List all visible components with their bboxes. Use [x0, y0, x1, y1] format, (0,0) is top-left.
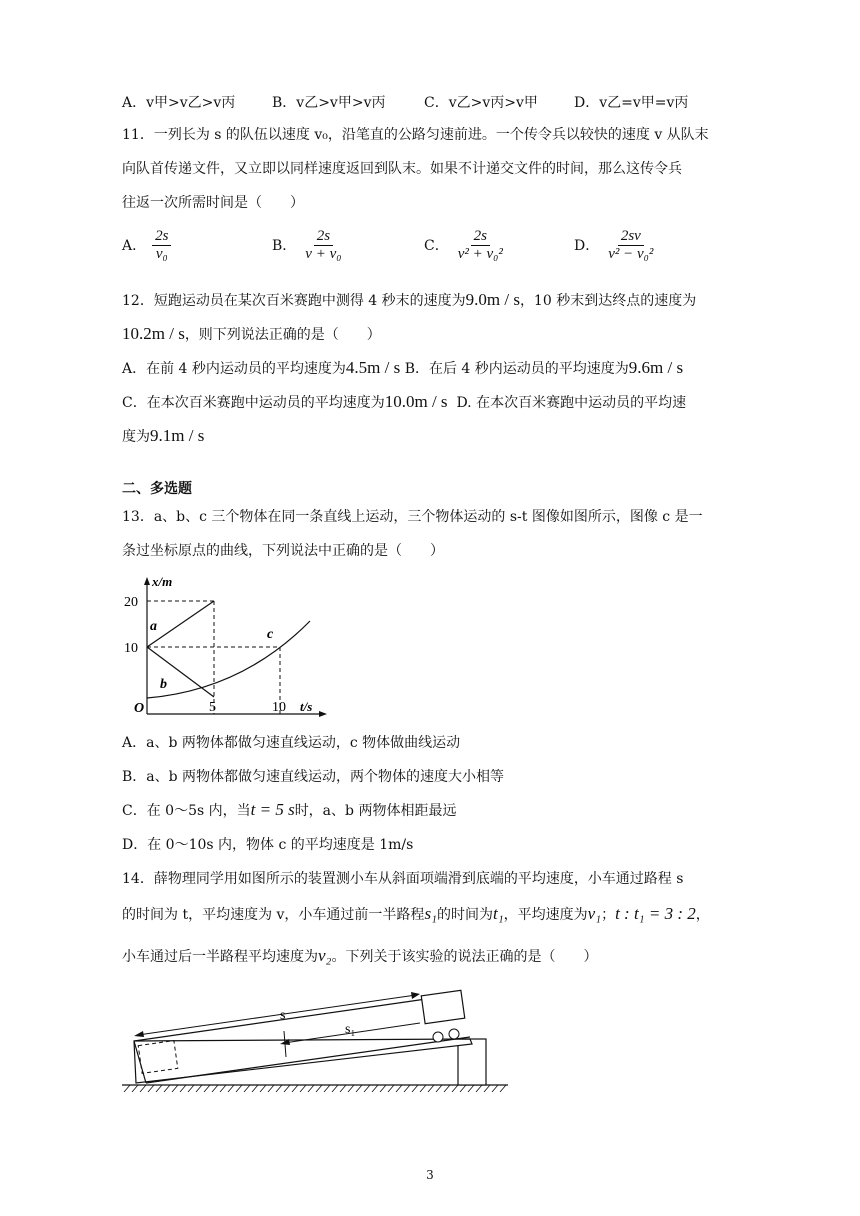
section-heading: 二、多选题 [122, 481, 192, 497]
q14-line-1: 14．薛物理同学用如图所示的装置测小车从斜面项端滑到底端的平均速度，小车通过路程 s [122, 871, 684, 887]
q11-option-c: C． $\frac{2s}{\text{v² + v₀²}}$ [424, 228, 506, 264]
q11-option-d: D． $\frac{2sv}{\text{v² − v₀²}}$ [574, 228, 656, 264]
q13-line-2: 条过坐标原点的曲线，下列说法中正确的是（ ） [122, 543, 444, 559]
fraction: $\frac{2s}{\text{v² + v₀²}}$ [457, 228, 503, 263]
x-axis-arrow [319, 711, 327, 717]
s1-label: s₁ [345, 1022, 356, 1037]
q14-line-3: 小车通过后一半路程平均速度为v₂。下列关于该实验的说法正确的是（ ） [122, 946, 598, 965]
q11-line-2: 向队首传递文件，又立即以同样速度返回到队末。如果不计递交文件的时间，那么这传令兵 [122, 161, 682, 177]
tick-x5: 5 [209, 700, 216, 715]
y-axis-label: x/m [152, 574, 173, 589]
tick-y20: 20 [124, 595, 138, 610]
cart-top [421, 990, 465, 1023]
q11-line-3: 往返一次所需时间是（ ） [122, 195, 304, 211]
wheel [449, 1029, 459, 1039]
s-label: s [280, 1008, 286, 1023]
line-b [147, 647, 214, 697]
line-a [147, 601, 214, 647]
label-b: b [160, 677, 167, 692]
q13-option-a: A．a、b 两物体都做匀速直线运动，c 物体做曲线运动 [122, 735, 461, 751]
fraction: $\frac{2s}{\text{v₀}}$ [152, 228, 171, 264]
curve-c [147, 621, 310, 698]
q13-option-d: D．在 0～10s 内，物体 c 的平均速度是 1m/s [122, 837, 414, 853]
x-axis-label: t/s [300, 699, 313, 714]
wheel [433, 1032, 443, 1042]
q14-line-2: 的时间为 t，平均速度为 v，小车通过前一半路程s₁的时间为t₁，平均速度为v₁；t : t₁ = 3 : 2， [122, 904, 710, 923]
label-a: a [150, 619, 157, 634]
q13-line-1: 13．a、b、c 三个物体在同一条直线上运动，三个物体运动的 s-t 图像如图所示，图像 c 是一 [122, 509, 703, 525]
q12-line-2: 10.2m / s，则下列说法正确的是（ ） [122, 324, 381, 343]
q12-option-d-cont: 度为9.1m / s [122, 426, 205, 445]
y-axis-arrow [144, 577, 150, 585]
fraction: $\frac{2s}{\text{v + v₀}}$ [305, 228, 342, 263]
q12-line-1: 12．短跑运动员在某次百米赛跑中测得 4 秒末的速度为9.0m / s，10 秒末到达终点的速度为 [122, 290, 697, 309]
q10-option-b: B．v乙>v甲>v丙 [272, 95, 386, 111]
origin-label: O [134, 701, 145, 716]
q10-option-d: D．v乙=v甲=v丙 [574, 95, 689, 111]
q11-option-a: A． $\frac{2s}{\text{v₀}}$ [122, 228, 171, 264]
tick-x10: 10 [272, 700, 286, 715]
q10-option-a: A．v甲>v乙>v丙 [122, 95, 236, 111]
q13-option-c: C．在 0～5s 内，当t = 5 s时，a、b 两物体相距最远 [122, 800, 457, 819]
s-t-graph [122, 574, 332, 724]
q11-option-b: B． $\frac{2s}{\text{v + v₀}}$ [272, 228, 344, 264]
support-block [458, 1039, 486, 1085]
q13-option-b: B．a、b 两物体都做匀速直线运动，两个物体的速度大小相等 [122, 769, 505, 785]
q11-line-1: 11．一列长为 s 的队伍以速度 v₀，沿笔直的公路匀速前进。一个传令兵以较快的速度 v 从队末 [122, 127, 709, 143]
incline-apparatus-figure [120, 975, 510, 1095]
q12-options-ab: A．在前 4 秒内运动员的平均速度为4.5m / s B．在后 4 秒内运动员的平均速度为9.6m / s [122, 358, 684, 377]
q12-options-cd: C．在本次百米赛跑中运动员的平均速度为10.0m / s D. 在本次百米赛跑中运动员的平均速 [122, 392, 687, 411]
fraction: $\frac{2sv}{\text{v² − v₀²}}$ [608, 228, 654, 263]
page-number: 3 [426, 1168, 434, 1182]
q10-option-c: C．v乙>v丙>v甲 [424, 95, 538, 111]
s-arrow-line [138, 995, 416, 1035]
tick-y10: 10 [124, 641, 138, 656]
ground-hatching [124, 1085, 506, 1092]
label-c: c [267, 627, 274, 642]
